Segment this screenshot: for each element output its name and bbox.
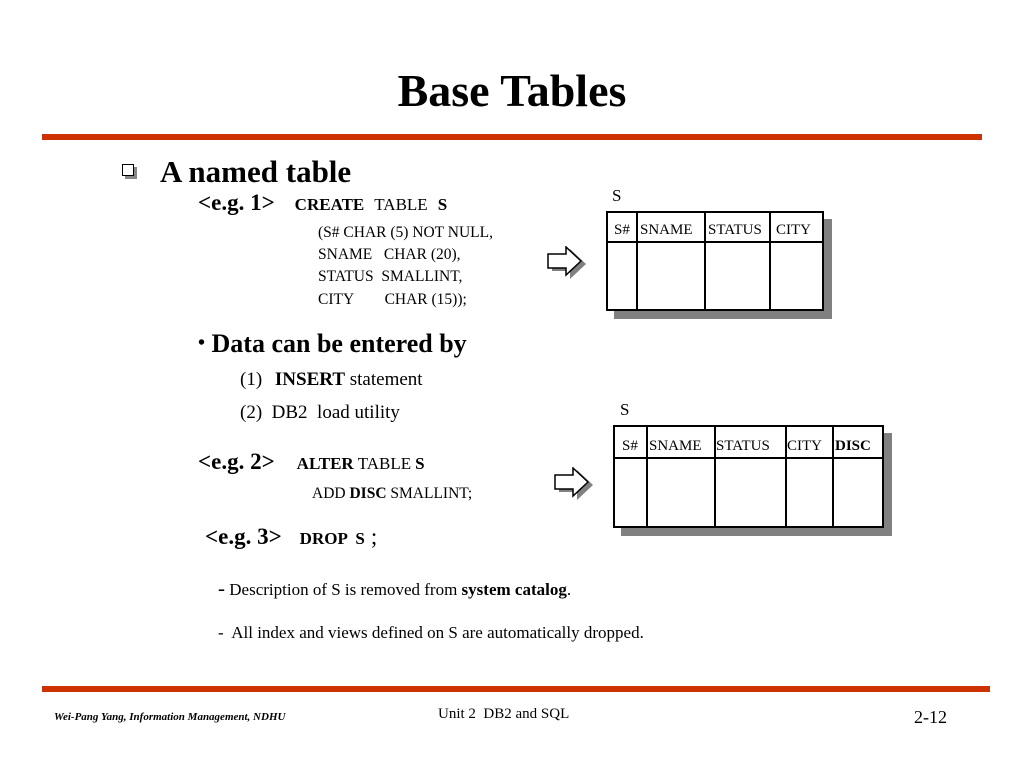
insert-num: (1) [240,369,263,390]
table-1-col-header: CITY [776,222,811,238]
table-1-col-divider [769,213,771,309]
load-utility-item: (2) DB2 load utility [240,402,400,423]
create-keyword: CREATE [294,195,365,214]
dot-bullet: • [198,332,206,354]
note-1-text: Description of S is removed from [229,580,458,599]
create-line-1: (S# CHAR (5) NOT NULL, [318,224,493,241]
example-3-row [205,524,377,550]
table-2-col-header: CITY [787,438,822,454]
example-2-row [198,449,425,475]
insert-keyword: INSERT [274,369,345,390]
alter-line-2 [312,485,472,503]
note-1 [218,576,571,601]
create-line-2: SNAME CHAR (20), [318,246,461,263]
table-2-col-header: STATUS [716,438,770,454]
square-bullet-icon [122,164,134,176]
alter-table-word: TABLE [357,454,412,473]
table-2-name: S [620,400,630,419]
right-arrow-icon [546,246,590,282]
table-1-col-header: STATUS [708,222,762,238]
bullet-heading: A named table [160,154,352,189]
note-1-period: . [566,580,572,599]
smallint-word: SMALLINT; [390,485,473,502]
create-line-4: CITY CHAR (15)); [318,291,467,308]
table-2-col-divider [832,427,834,526]
alter-table-name: S [415,454,425,473]
note-2: - All index and views defined on S are automatically dropped. [218,623,644,642]
table-1-col-header: SNAME [640,222,693,238]
table-1 [606,211,824,311]
example-1-label: <e.g. 1> [198,190,275,215]
table-1-col-divider [704,213,706,309]
table-1-col-divider [636,213,638,309]
page-title: Base Tables [397,65,627,116]
example-3-label: <e.g. 3> [205,524,282,549]
example-1-row [198,190,447,216]
right-arrow-icon [553,467,597,503]
insert-rest: statement [349,369,423,390]
table-2-body [613,425,884,528]
create-line-3: STATUS SMALLINT, [318,268,463,285]
table-2 [613,425,884,528]
data-entry-heading [198,329,467,359]
bottom-divider [42,686,990,692]
table-2-col-divider [646,427,648,526]
example-2-label: <e.g. 2> [198,449,275,474]
alter-keyword: ALTER [296,454,354,473]
insert-item [240,369,423,391]
table-name: S [437,195,448,214]
disc-keyword: DISC [349,485,387,502]
note-1-dash: - [218,576,225,600]
note-1-keyword: system catalog [461,580,567,599]
table-1-body [606,211,824,311]
drop-semicolon: ; [370,524,378,549]
drop-keyword: DROP S [299,529,365,548]
footer-unit: Unit 2 DB2 and SQL [438,706,570,722]
page-number: 2-12 [914,707,947,727]
top-divider [42,134,982,140]
table-2-col-header: S# [622,438,638,454]
add-word: ADD [312,485,346,502]
footer-author: Wei-Pang Yang, Information Management, NDHU [54,711,286,723]
table-2-col-header: DISC [835,438,871,454]
table-keyword: TABLE [374,195,428,214]
table-2-header-line [615,457,882,459]
table-1-col-header: S# [614,222,630,238]
table-1-name: S [612,186,622,205]
table-2-col-header: SNAME [649,438,702,454]
table-1-header-line [608,241,822,243]
data-entry-text: Data can be entered by [211,329,467,358]
